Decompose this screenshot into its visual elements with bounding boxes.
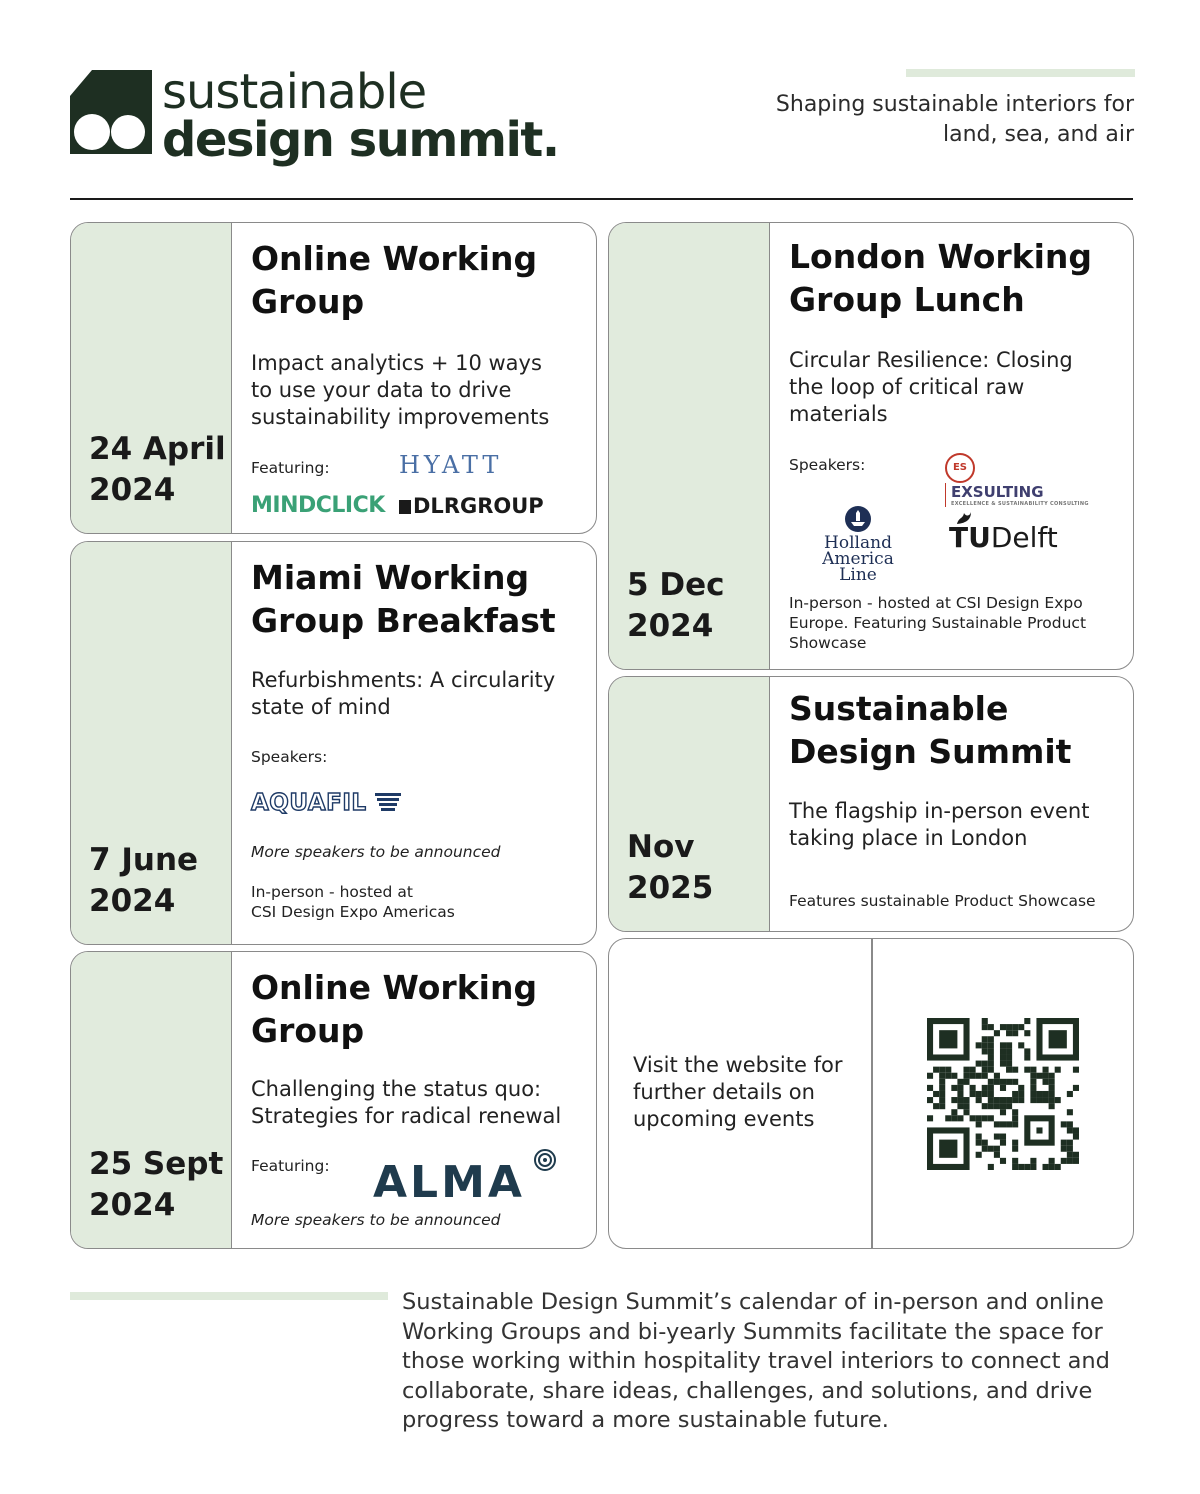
event-card-dec-2024[interactable] — [608, 222, 1134, 670]
event-venue: In-person - hosted at CSI Design Expo Americas — [251, 883, 455, 921]
event-venue: Features sustainable Product Showcase — [789, 892, 1096, 910]
event-date: 24 April 2024 — [89, 431, 226, 508]
featuring-label: Featuring: — [251, 1157, 330, 1175]
aquafil-logo — [251, 790, 401, 816]
speakers-label: Speakers: — [251, 748, 328, 766]
tudelft-logo — [949, 521, 1058, 554]
aquafil-logo-text: AQUAFIL — [251, 790, 367, 816]
event-date-column — [71, 542, 232, 944]
mindclick-logo: MINDCLICK — [251, 493, 385, 518]
event-description: Impact analytics + 10 ways to use your data to drive sustainability improvements — [251, 351, 550, 429]
event-title: Miami Working Group Breakfast — [251, 558, 556, 640]
event-description: Circular Resilience: Closing the loop of critical raw materials — [789, 348, 1073, 426]
exsulting-circle-icon: ES — [945, 453, 975, 483]
website-card[interactable] — [608, 938, 1134, 1249]
event-title: Sustainable Design Summit — [789, 689, 1072, 771]
exsulting-logo — [945, 453, 1121, 507]
brand-name-line1: sustainable — [162, 64, 427, 120]
event-title: London Working Group Lunch — [789, 237, 1093, 319]
visit-website-text: Visit the website for further details on upcoming events — [633, 1053, 843, 1131]
event-title: Online Working Group — [251, 968, 538, 1050]
more-speakers-note: More speakers to be announced — [251, 1211, 501, 1229]
footer-description: Sustainable Design Summit’s calendar of in-person and online Working Groups and bi-yearly Summits facilitate the space for those working within hospitality travel interiors to connect and collaborate, share ideas, challenges, and solutions, and drive progress toward a more sustainable future. — [402, 1289, 1110, 1433]
event-description: The flagship in-person event taking place in London — [789, 799, 1090, 850]
tagline-accent-bar — [906, 69, 1135, 77]
brand-wordmark — [162, 64, 559, 168]
event-date: Nov 2025 — [627, 829, 714, 906]
brand-name-line2: design summit. — [162, 112, 559, 168]
brand-logo-mark-icon — [70, 70, 152, 154]
featuring-label: Featuring: — [251, 459, 330, 477]
dlrgroup-logo-text: DLRGROUP — [413, 494, 544, 518]
event-card-sept-2024[interactable] — [70, 951, 597, 1249]
alma-logo: ALMA — [373, 1157, 525, 1208]
event-card-nov-2025[interactable] — [608, 676, 1134, 932]
exsulting-tagline: EXCELLENCE & SUSTAINABILITY CONSULTING — [951, 501, 1089, 507]
event-description: Refurbishments: A circularity state of mind — [251, 668, 556, 719]
header-divider — [70, 198, 1133, 200]
holland-america-logo — [803, 505, 913, 583]
dlr-square-icon — [399, 500, 411, 514]
hyatt-logo: HYATT — [399, 451, 503, 479]
event-date-column — [71, 952, 232, 1248]
event-date-column — [71, 223, 232, 533]
card-divider — [871, 939, 873, 1248]
event-date-column — [609, 223, 770, 669]
tudelft-delft-text: Delft — [990, 521, 1058, 554]
exsulting-logo-text: EXSULTING — [951, 483, 1044, 501]
dlrgroup-logo — [399, 494, 544, 518]
tagline: Shaping sustainable interiors for land, sea, and air — [775, 92, 1134, 147]
event-card-june-2024[interactable] — [70, 541, 597, 945]
event-venue: In-person - hosted at CSI Design Expo Europe. Featuring Sustainable Product Showcase — [789, 594, 1087, 652]
event-date: 25 Sept 2024 — [89, 1146, 224, 1223]
aquafil-stripes-icon — [375, 791, 401, 813]
event-date: 7 June 2024 — [89, 842, 199, 919]
tudelft-tu-text: TU — [949, 521, 991, 554]
event-date-column — [609, 677, 770, 931]
event-description: Challenging the status quo: Strategies for radical renewal — [251, 1077, 562, 1128]
tudelft-flame-icon — [955, 511, 973, 525]
alma-mark-icon — [533, 1148, 557, 1172]
event-card-april-2024[interactable] — [70, 222, 597, 534]
qr-code-icon[interactable] — [927, 1018, 1079, 1170]
speakers-label: Speakers: — [789, 456, 866, 474]
footer-accent-bar — [70, 1292, 388, 1300]
more-speakers-note: More speakers to be announced — [251, 843, 501, 861]
event-date: 5 Dec 2024 — [627, 567, 725, 644]
holland-america-text: Holland America Line — [822, 533, 894, 585]
ship-crest-icon — [844, 505, 872, 533]
event-title: Online Working Group — [251, 239, 538, 321]
